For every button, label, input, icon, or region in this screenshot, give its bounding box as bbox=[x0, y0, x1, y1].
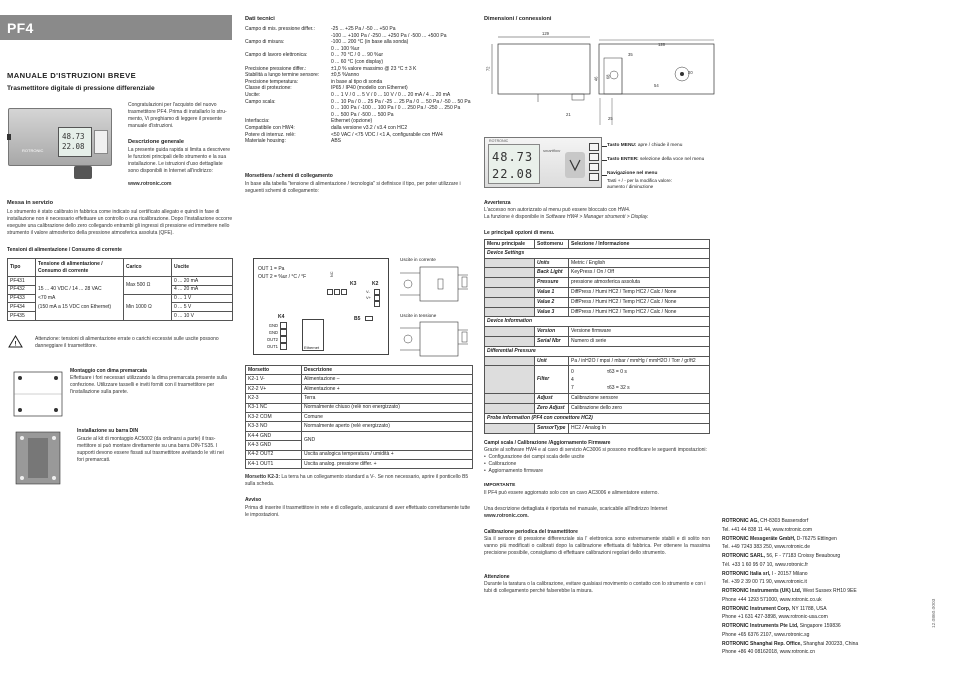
tech-row bbox=[245, 52, 473, 59]
menu-value: Numero di serie bbox=[569, 336, 710, 346]
term-header-terminal: Morsetto bbox=[246, 366, 302, 375]
supply-header-voltage: Tensione di alimentazione / Consumo di corrente bbox=[36, 259, 124, 277]
online-url[interactable]: www.rotronic.com. bbox=[484, 513, 529, 519]
table-row bbox=[246, 384, 473, 393]
menu-header-main: Menu principale bbox=[485, 240, 535, 249]
menu-item-adjust: Adjust bbox=[535, 394, 569, 404]
menu-item-serial: Serial Nbr bbox=[535, 336, 569, 346]
notice-text: Prima di inserire il trasmettitore in rete e di collegarlo, assicurarsi di aver effettuato correttamente tutte le impostazioni. bbox=[245, 505, 471, 518]
contact-entry bbox=[722, 640, 922, 658]
tech-value: ±0,5 %/anno bbox=[331, 72, 360, 79]
terminal-id: K3-1 NC bbox=[246, 403, 302, 412]
contact-phone: Phone +1 631 427-3898, www.rotronic-usa.com bbox=[722, 614, 828, 621]
tech-title: Dati tecnici bbox=[245, 16, 275, 22]
device-brand: ROTRONIC bbox=[22, 148, 44, 153]
table-row bbox=[246, 394, 473, 403]
term-header-description: Descrizione bbox=[302, 366, 473, 375]
terminal-desc: GND bbox=[302, 431, 473, 450]
filter-option: 4 bbox=[571, 376, 574, 383]
mount-template-text: Effettuare i fori necessari utilizzando la dima premarcata presente sulla confezione. Utilizzare tasselli e inviti forniti con il trasmettitore per l'installazione sulla parete. bbox=[70, 375, 227, 395]
supply-header-outputs: Uscite bbox=[172, 259, 233, 277]
scale-item: Aggiornamento firmware bbox=[488, 468, 543, 474]
warning-line-1: L'accesso non autorizzato al menu può essere bloccato con HW4. bbox=[484, 207, 631, 213]
k4-pin-out2: OUT2 bbox=[266, 337, 278, 342]
dim-height: 72 bbox=[485, 66, 491, 72]
enter-key[interactable] bbox=[589, 153, 599, 161]
contact-address: NY 11788, USA bbox=[791, 605, 827, 612]
tech-row bbox=[245, 39, 473, 46]
periodic-text: Sia il sensore di pressione differenziale sia l' elettronica sono estremamente stabili e di solito non vanno più modificati o calibrati dopo la calibrazione effettuata di fabbrica. Per ottenere la massima precisione possibile, consigliamo di effettuare calibrazioni regolari dello strumento. bbox=[484, 536, 710, 556]
k4-pin-gnd: GND bbox=[268, 323, 278, 328]
tech-value: Ethernet (opzione) bbox=[331, 118, 373, 125]
notice-title: Avviso bbox=[245, 497, 262, 503]
tech-value: <50 VAC / <75 VDC / <1 A, configurabile con HW4 bbox=[331, 131, 443, 138]
contact-entry bbox=[722, 570, 922, 588]
dim-21: 21 bbox=[566, 112, 571, 117]
contact-name: ROTRONIC Instruments Pte Ltd, bbox=[722, 623, 799, 629]
terminal-desc: Normalmente aperto (relè energizzato) bbox=[302, 422, 473, 431]
filter-option: 0 bbox=[571, 368, 574, 375]
wiring-schematic bbox=[253, 258, 389, 355]
menu-value: DiffPress / Humi HC2 / Temp HC2 / Calc / None bbox=[569, 297, 710, 307]
menu-table bbox=[484, 239, 710, 434]
k23-note-label: Morsetto K2-3: bbox=[245, 474, 281, 480]
menu-value: Calibrazione sensore bbox=[569, 394, 710, 404]
tech-key: Campo di misura: bbox=[245, 39, 285, 46]
manual-title: MANUALE D'ISTRUZIONI BREVE bbox=[7, 71, 137, 80]
b5-label: B5 bbox=[354, 316, 361, 322]
dim-25: 25 bbox=[608, 116, 613, 121]
tech-key: Campo di mis. pressione differ.: bbox=[245, 26, 315, 32]
tech-row bbox=[245, 125, 473, 132]
supply-output: 0 ... 1 V bbox=[172, 294, 233, 303]
tech-value: 0 ... 1 V / 0 ... 5 V / 0 ... 10 V / 0 ... 20 mA / 4 ... 20 mA bbox=[331, 91, 451, 98]
k2-terminal bbox=[374, 289, 380, 307]
warning-icon bbox=[8, 335, 23, 348]
pressure-port bbox=[7, 134, 11, 140]
terminal-id: K3-2 COM bbox=[246, 412, 302, 421]
supply-header-load: Carico bbox=[124, 259, 172, 277]
callout-nav-label: Navigazione nel menu bbox=[607, 171, 658, 176]
description-title: Descrizione generale bbox=[128, 139, 184, 145]
menu-header-sub: Sottomenu bbox=[535, 240, 569, 249]
tech-row bbox=[245, 66, 473, 73]
important-text: Il PF4 può essere aggiornato solo con un cavo AC3006 e alimentatore esterno. bbox=[484, 490, 659, 496]
voltage-outputs-circuit bbox=[398, 320, 473, 360]
tech-row bbox=[245, 99, 473, 106]
terminal-id: K2-2 V+ bbox=[246, 384, 302, 393]
service-title: Messa in servizio bbox=[7, 200, 54, 206]
scale-text: Grazie al software HW4 e al cavo di servizio AC3006 si possono modificare le seguenti impostazioni: bbox=[484, 447, 707, 453]
menu-value: pressione atmosferica assoluta bbox=[569, 278, 710, 288]
tech-value: -100 ... 200 °C (in base alla sonda) bbox=[331, 39, 409, 46]
contact-name: ROTRONIC Instruments (UK) Ltd, bbox=[722, 588, 802, 594]
ethernet-label: Ethernet bbox=[304, 345, 320, 350]
b5-jumper bbox=[365, 316, 373, 321]
tech-data-table bbox=[245, 26, 473, 145]
supply-type: PF435 bbox=[8, 312, 36, 321]
menu-item-value2: Value 2 bbox=[535, 297, 569, 307]
contact-name: ROTRONIC AG, bbox=[722, 518, 759, 524]
callout-menu bbox=[607, 143, 682, 149]
contact-phone: Phone +44 1293 571000, www.rotronic.co.uk bbox=[722, 596, 822, 603]
contact-phone: Tel. +41 44 838 11 44, www.rotronic.com bbox=[722, 526, 813, 533]
warning-line-2-text: La funzione è disponibile in bbox=[484, 214, 545, 220]
front-value-1: 48.73 bbox=[492, 150, 534, 164]
tech-key: Interfaccia: bbox=[245, 118, 270, 125]
online-text: Una descrizione dettagliata è riportata nel manuale, scaricabile all'indirizzo Internet bbox=[484, 506, 668, 512]
terminal-desc: Terra bbox=[302, 394, 473, 403]
intro-text: Congratulazioni per l'acquisto del nuovo trasmettitore PF4. Prima di installarlo lo stru-mento, Vi preghiamo di leggere il presente manuale d'istruzioni. bbox=[128, 102, 227, 129]
menu-item-value1: Value 1 bbox=[535, 287, 569, 297]
tech-row bbox=[245, 46, 473, 53]
dim-35: 35 bbox=[628, 52, 633, 57]
tech-key bbox=[245, 46, 331, 53]
tech-row bbox=[245, 112, 473, 119]
table-row bbox=[246, 403, 473, 412]
dimension-drawing bbox=[484, 30, 724, 132]
document-code: 12.0860.0003 bbox=[932, 598, 937, 628]
menu-item-zero-adjust: Zero Adjust bbox=[535, 404, 569, 414]
contact-entry bbox=[722, 622, 922, 640]
schema-out2: OUT 2 = %ur / °C / °F bbox=[258, 274, 307, 280]
tech-row bbox=[245, 59, 473, 66]
k4-pin-gnd: GND bbox=[268, 330, 278, 335]
menu-section-device-settings: Device Settings bbox=[485, 248, 710, 258]
tech-key: Stabilità a lungo termine sensore: bbox=[245, 72, 320, 79]
k4-label: K4 bbox=[278, 314, 285, 320]
device-display bbox=[58, 127, 92, 157]
supply-output: 0 ... 5 V bbox=[172, 303, 233, 312]
tech-key: Precisione pressione differ.: bbox=[245, 65, 307, 72]
contact-phone: Phone +86 40 08162018, www.rotronic.cn bbox=[722, 649, 815, 656]
tech-key: Materiale housing: bbox=[245, 138, 286, 145]
attention-title: Attenzione bbox=[484, 574, 510, 580]
contact-entry bbox=[722, 605, 922, 623]
tech-row bbox=[245, 132, 473, 139]
tech-value: 0 ... 70 °C / 0 ... 90 %ur bbox=[331, 52, 384, 59]
warning-line-2-path: Software HW4 > Manager strumenti > Display. bbox=[545, 214, 649, 220]
front-logo: smartflow bbox=[543, 148, 561, 153]
dim-46: 46 bbox=[593, 76, 599, 82]
tech-value: 0 ... 500 Pa / -500 ... 500 Pa bbox=[331, 111, 394, 118]
menu-value: Pa / inH2O / mpsi / mbar / mmHg / mmH2O / Torr / gr/ft2 bbox=[569, 356, 710, 366]
tech-key: Compatibile con HW4: bbox=[245, 124, 295, 131]
tech-value: -25 ... +25 Pa / -50 ... +50 Pa bbox=[331, 26, 396, 32]
dim-20: 20 bbox=[688, 70, 693, 75]
scale-item: Configurazione dei campi scala delle uscite bbox=[488, 454, 585, 460]
tech-key: Classe di protezione: bbox=[245, 85, 292, 92]
menu-item-sensor-type: SensorType bbox=[535, 423, 569, 433]
tech-row bbox=[245, 26, 473, 33]
k3-pin-nc: NC bbox=[330, 271, 334, 277]
terminal-desc: Alimentazione + bbox=[302, 384, 473, 393]
menu-section-device-information: Device Information bbox=[485, 317, 710, 327]
supply-load: Min 1000 Ω bbox=[124, 294, 172, 320]
menu-item-backlight: Back Light bbox=[535, 268, 569, 278]
current-outputs-circuit bbox=[398, 265, 473, 305]
supply-output: 4 ... 20 mA bbox=[172, 285, 233, 294]
terminal-id: K4-4 GND bbox=[246, 431, 302, 440]
dim-128: 128 bbox=[658, 42, 665, 47]
tech-value: ±1,0 % valore massimo @ 23 °C ± 3 K bbox=[331, 65, 417, 72]
contact-address: 56, F - 77183 Croissy Beaubourg bbox=[766, 553, 841, 559]
tech-value: 0 ... 100 %ur bbox=[331, 45, 360, 52]
important-title: IMPORTANTE bbox=[484, 483, 516, 488]
tech-key: Potere di interruz. relè: bbox=[245, 131, 296, 138]
tech-value: dalla versione v3.2 / v3.4 con HC2 bbox=[331, 124, 408, 131]
contact-name: ROTRONIC Messgeräte GmbH, bbox=[722, 535, 796, 542]
din-text: Grazie al kit di montaggio AC5002 (da ordinarsi a parte) il tras-mettitore si può montare direttamente su una barra DIN-TS35. I supporti devono essere fissati sul trasmettitore avvitando le viti nei fori premarcati. bbox=[77, 436, 224, 463]
minus-key[interactable] bbox=[589, 173, 599, 181]
front-keypad bbox=[589, 143, 599, 185]
description-url[interactable]: www.rotronic.com bbox=[128, 181, 172, 187]
contact-phone: Tel. +39 2 39 00 71 90, www.rotronic.it bbox=[722, 579, 807, 586]
display-value-1: 48.73 bbox=[62, 132, 85, 141]
contact-name: ROTRONIC Italia srl, bbox=[722, 570, 771, 577]
contacts-list bbox=[722, 517, 922, 657]
tech-key bbox=[245, 33, 331, 40]
dim-width: 129 bbox=[542, 31, 549, 36]
plus-key[interactable] bbox=[589, 163, 599, 171]
supply-voltage: 15 ... 40 VDC / 14 ... 28 VAC bbox=[38, 285, 102, 292]
periodic-title: Calibrazione periodica del trasmettitore bbox=[484, 529, 578, 535]
menu-value: HC2 / Analog In bbox=[569, 423, 710, 433]
terminal-id: K4-3 GND bbox=[246, 441, 302, 450]
scale-item: Calibrazione bbox=[488, 461, 517, 467]
tech-key: Campo di lavoro elettronica: bbox=[245, 52, 308, 59]
menu-section-differential-pressure: Differential Pressure bbox=[485, 346, 710, 356]
tech-key bbox=[245, 112, 331, 119]
mounting-template-drawing bbox=[10, 368, 66, 420]
menu-item-units: Units bbox=[535, 258, 569, 268]
terminal-desc: Uscita analog. pressione differ. + bbox=[302, 459, 473, 468]
tech-row bbox=[245, 118, 473, 125]
schema-out1: OUT 1 = Pa bbox=[258, 266, 285, 272]
terminal-id: K4-1 OUT1 bbox=[246, 459, 302, 468]
warning-line-2 bbox=[484, 214, 648, 221]
tech-value: IP65 / IP40 (modello con Ethernet) bbox=[331, 85, 408, 92]
table-row bbox=[246, 450, 473, 459]
contact-address: West Sussex RH10 9EE bbox=[802, 588, 857, 594]
warning-text: Attenzione: tensioni di alimentazione errate o carichi eccessivi sulle uscite possono danneggiare il trasmettitore. bbox=[35, 336, 219, 349]
supply-title: Tensioni di alimentazione / Consumo di corrente bbox=[7, 247, 122, 253]
contact-address: CH-8303 Bassersdorf bbox=[760, 518, 809, 524]
callout-enter-label: Tasto ENTER: bbox=[607, 157, 639, 162]
tech-row bbox=[245, 72, 473, 79]
k2-pin-minus: V- bbox=[366, 289, 370, 294]
tech-row bbox=[245, 92, 473, 99]
supply-type: PF433 bbox=[8, 294, 36, 303]
k2-pin-plus: V+ bbox=[366, 294, 372, 300]
tech-key: Uscite: bbox=[245, 91, 261, 98]
k3-label: K3 bbox=[350, 281, 357, 287]
supply-output: 0 ... 10 V bbox=[172, 312, 233, 321]
supply-output: 0 ... 20 mA bbox=[172, 277, 233, 286]
front-logo-badge bbox=[565, 152, 585, 178]
tech-value: ABS bbox=[331, 138, 342, 145]
scale-title: Campi scala / Calibrazione /Aggiornamento Firmware bbox=[484, 440, 611, 446]
device-photo bbox=[8, 108, 118, 186]
menu-item-filter: Filter bbox=[535, 366, 569, 394]
callout-menu-text: apre / chiude il menu bbox=[637, 143, 683, 148]
table-row bbox=[246, 412, 473, 421]
menu-value: Versione firmware bbox=[569, 327, 710, 337]
table-row bbox=[246, 459, 473, 468]
voltage-outputs-label: Uscite in tensione bbox=[400, 313, 437, 318]
supply-table bbox=[7, 258, 233, 321]
menu-item-pressure: Pressure bbox=[535, 278, 569, 288]
front-display bbox=[488, 144, 540, 184]
k23-note bbox=[245, 474, 473, 488]
din-bracket-drawing bbox=[10, 428, 66, 488]
contact-address: D-76275 Ettlingen bbox=[796, 535, 837, 542]
callout-menu-label: Tasto MENU: bbox=[607, 143, 637, 148]
dim-54: 54 bbox=[654, 83, 659, 88]
product-name: PF4 bbox=[7, 20, 34, 36]
table-row bbox=[246, 422, 473, 431]
menu-header-info: Selezione / Informazione bbox=[569, 240, 710, 249]
contact-phone: Tél. +33 1 60 95 07 10, www.rotronic.fr bbox=[722, 561, 809, 568]
tech-row bbox=[245, 85, 473, 92]
tech-row bbox=[245, 105, 473, 112]
menu-value: Calibrazione dello zero bbox=[569, 404, 710, 414]
contact-entry bbox=[722, 552, 922, 570]
contact-entry bbox=[722, 535, 922, 553]
contact-address: I - 20157 Milano bbox=[771, 570, 808, 577]
terminal-id: K2-3 bbox=[246, 394, 302, 403]
tech-value: 0 ... 10 Pa / 0 ... 25 Pa / -25 ... 25 Pa / 0 ... 50 Pa / -50 ... 50 Pa bbox=[331, 98, 471, 105]
tech-key: Campo scala: bbox=[245, 98, 276, 105]
tech-row bbox=[245, 33, 473, 40]
table-row bbox=[246, 375, 473, 384]
callout-enter-text: selezione della voce nel menu bbox=[639, 157, 705, 162]
wiring-title: Morsettiera / schemi di collegamento bbox=[245, 173, 333, 179]
dimensions-title: Dimensioni / connessioni bbox=[484, 16, 552, 22]
device-front bbox=[484, 137, 602, 188]
table-row bbox=[246, 431, 473, 440]
tech-value: -100 ... +100 Pa / -250 ... +250 Pa / -500 ... +500 Pa bbox=[331, 32, 447, 39]
menu-value: DiffPress / Humi HC2 / Temp HC2 / Calc / None bbox=[569, 307, 710, 317]
mount-template-title: Montaggio con dima premarcata bbox=[70, 368, 147, 374]
din-title: Installazione su barra DIN bbox=[77, 428, 139, 434]
filter-option: 7 bbox=[571, 384, 574, 391]
contact-entry bbox=[722, 587, 922, 605]
contact-entry bbox=[722, 517, 922, 535]
contact-address: Singapore 159836 bbox=[799, 623, 841, 629]
filter-time: τ63 = 32 s bbox=[607, 384, 630, 391]
contact-name: ROTRONIC Shanghai Rep. Office, bbox=[722, 640, 802, 647]
manual-subtitle: Trasmettitore digitale di pressione differenziale bbox=[7, 85, 155, 92]
supply-load: Max 500 Ω bbox=[124, 277, 172, 295]
supply-type: PF434 bbox=[8, 303, 36, 312]
front-brand: ROTRONIC bbox=[489, 139, 509, 143]
menu-key[interactable] bbox=[589, 143, 599, 151]
display-value-2: 22.08 bbox=[62, 142, 85, 151]
cable-gland bbox=[74, 166, 92, 179]
attention-text: Durante la taratura o la calibrazione, evitare qualsiasi movimento o contatto con lo strumento e con i tubi di collegamento perché falserebbe la misura. bbox=[484, 581, 706, 594]
tech-key bbox=[245, 105, 331, 112]
menu-value: Metric / English bbox=[569, 258, 710, 268]
contact-phone: Tel. +49 7243 383 250, www.rotronic.de bbox=[722, 544, 810, 551]
menu-item-version: Version bbox=[535, 327, 569, 337]
k23-note-text: La terra ha un collegamento standard a V-. Se non necessario, aprire il ponticello B5 sulla scheda. bbox=[245, 474, 469, 487]
supply-type: PF432 bbox=[8, 285, 36, 294]
menu-value: KeyPress / On / Off bbox=[569, 268, 710, 278]
terminal-id: K3-3 NO bbox=[246, 422, 302, 431]
scale-list: • Configurazione dei campi scala delle uscite • Calibrazione • Aggiornamento firmware bbox=[484, 454, 585, 474]
supply-type: PF431 bbox=[8, 277, 36, 286]
front-value-2: 22.08 bbox=[492, 167, 534, 181]
terminal-table bbox=[245, 365, 473, 469]
terminal-id: K2-1 V- bbox=[246, 375, 302, 384]
supply-current: <70 mA bbox=[38, 294, 56, 301]
tech-value: 0 ... 100 Pa / -100 ... 100 Pa / 0 ... 250 Pa / -250 ... 250 Pa bbox=[331, 105, 461, 112]
wiring-text: In base alla tabella "tensione di alimentazione / tecnologia" si definisce il tipo, per poter utilizzare i seguenti schemi di collegamento: bbox=[245, 181, 461, 194]
contact-address: Shanghai 200233, China bbox=[803, 640, 859, 647]
callout-enter bbox=[607, 157, 704, 163]
k4-pin-out1: OUT1 bbox=[266, 344, 278, 349]
tech-key bbox=[245, 59, 331, 66]
tech-value: 0 ... 60 °C (con display) bbox=[331, 58, 384, 65]
filter-time: τ63 = 0 s bbox=[607, 368, 627, 375]
terminal-desc: Alimentazione – bbox=[302, 375, 473, 384]
tech-value: in base al tipo di sonda bbox=[331, 78, 383, 85]
device-keypad bbox=[94, 130, 108, 154]
svg-text:!: ! bbox=[14, 341, 17, 348]
terminal-id: K4-2 OUT2 bbox=[246, 450, 302, 459]
menu-item-unit: Unit bbox=[535, 356, 569, 366]
supply-header-type: Tipo bbox=[8, 259, 36, 277]
tech-row bbox=[245, 79, 473, 86]
k4-terminal bbox=[280, 322, 287, 350]
menu-title: Le principali opzioni di menu. bbox=[484, 230, 555, 236]
service-text: Lo strumento è stato calibrato in fabbrica come indicato sul certificato allegato e quindi in fase di installazione non è necessario effettuare un controllo o una ricalibrazione. Dopo l'installazione occorre eseguire una calibrazione dello zero collegando entrambi gli ingressi di pressione ed immettere nello strumento il valore atmosferico della pressione atmosferica assoluta (QFE). bbox=[7, 209, 233, 236]
terminal-desc: Normalmente chiuso (relè non energizzato) bbox=[302, 403, 473, 412]
header-banner bbox=[0, 15, 232, 40]
contact-name: ROTRONIC SARL, bbox=[722, 553, 766, 559]
callout-nav-text: Tasti + / - per la modifica valore: aumento / diminuzione bbox=[607, 178, 672, 190]
tech-key: Precisione temperatura: bbox=[245, 78, 299, 85]
current-outputs-label: Uscite in corrente bbox=[400, 257, 436, 262]
terminal-desc: Uscita analogica temperatura / umidità + bbox=[302, 450, 473, 459]
tech-row bbox=[245, 138, 473, 145]
menu-section-probe-information: Probe information (PF4 con connettore HC2) bbox=[485, 413, 710, 423]
menu-item-value3: Value 3 bbox=[535, 307, 569, 317]
menu-value: DiffPress / Humi HC2 / Temp HC2 / Calc / None bbox=[569, 287, 710, 297]
description-text: La presente guida rapida si limita a descrivere le funzioni principali dello strumento e la sua installazione. Le istruzioni d'uso dettagliate sono disponibili in Internet all'indirizzo: bbox=[128, 147, 230, 174]
supply-current-ethernet: (150 mA a 15 VDC con Ethernet) bbox=[38, 303, 112, 310]
k2-label: K2 bbox=[372, 281, 379, 287]
contact-phone: Phone +65 6376 2107, www.rotronic.sg bbox=[722, 631, 810, 638]
dim-68: 68 bbox=[605, 74, 611, 80]
terminal-desc: Comune bbox=[302, 412, 473, 421]
k3-terminal bbox=[327, 289, 349, 295]
warning-title: Avvertenza bbox=[484, 200, 511, 206]
contact-name: ROTRONIC Instrument Corp, bbox=[722, 605, 791, 612]
